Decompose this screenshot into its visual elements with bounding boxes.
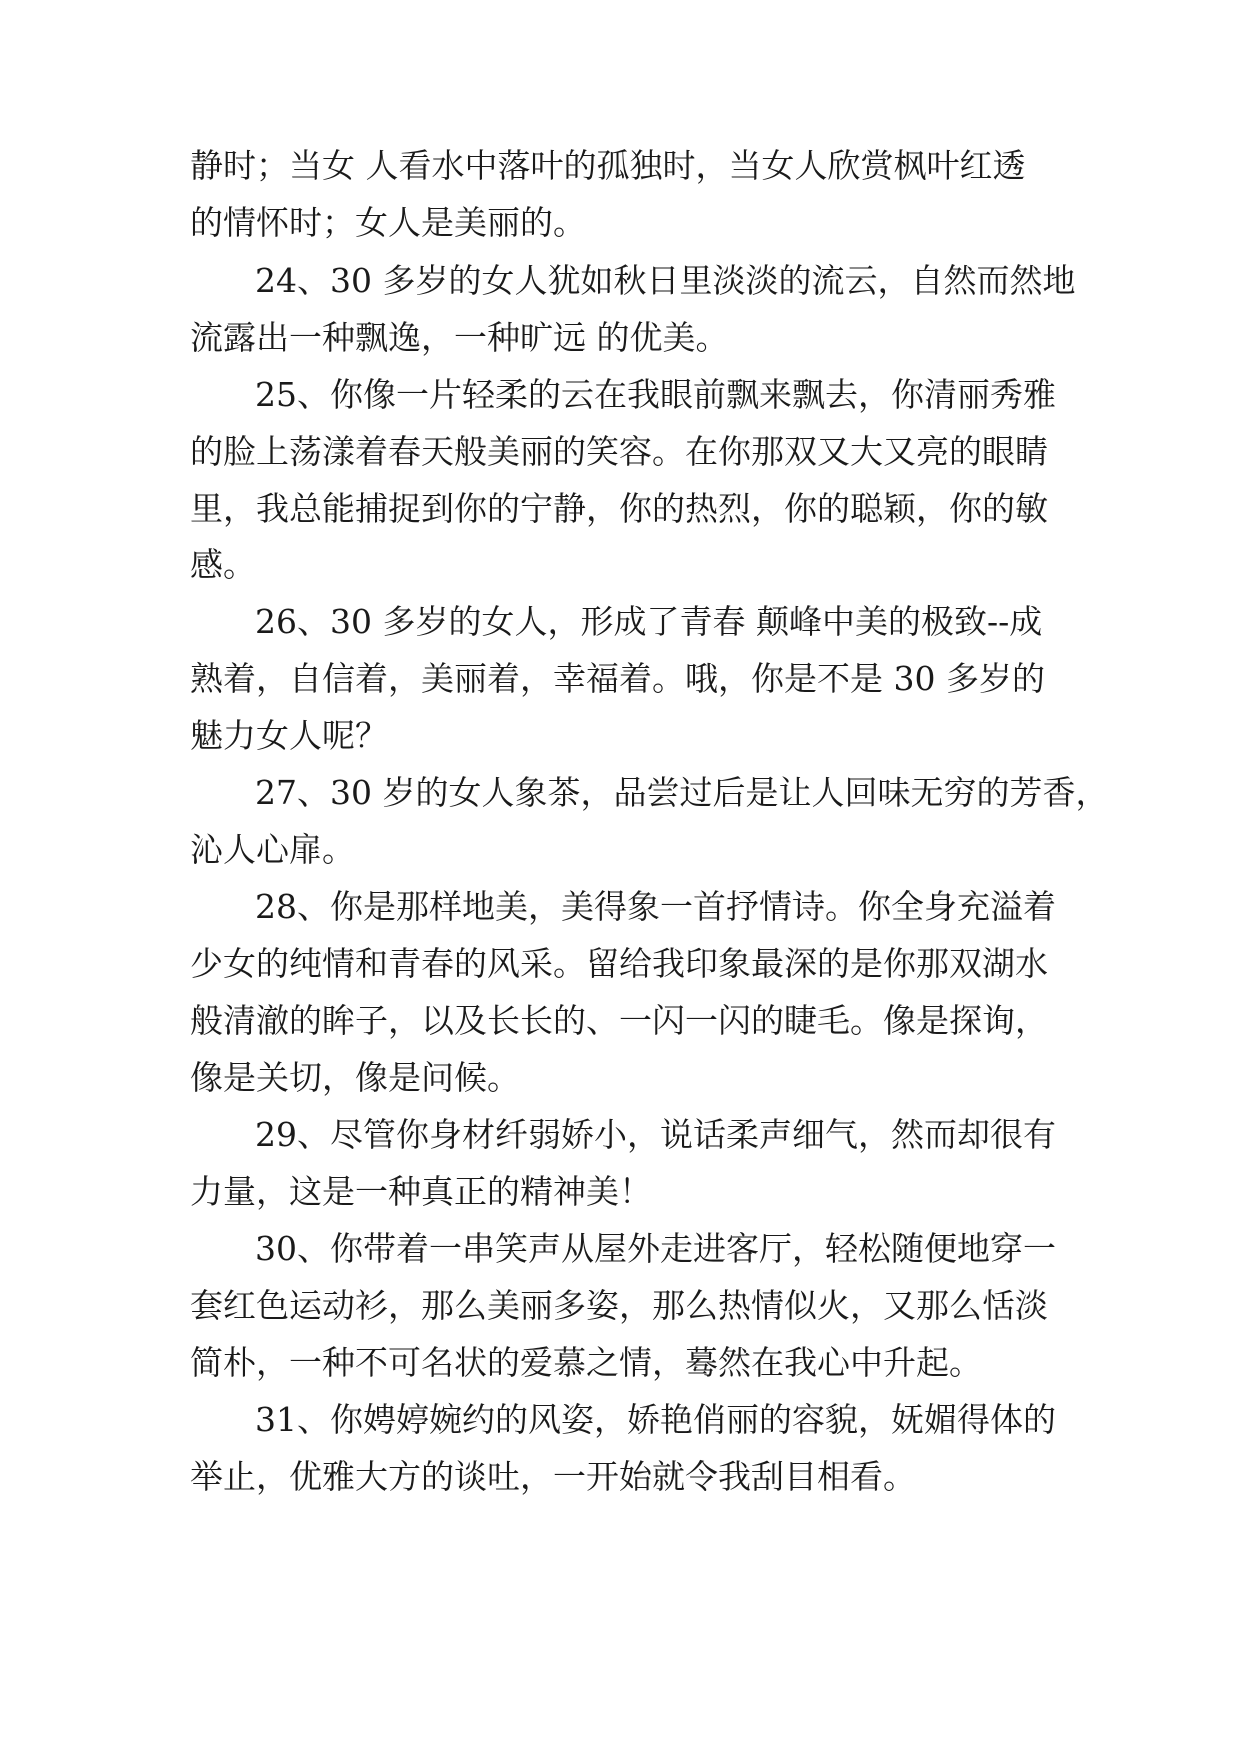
text-line: 感。 (190, 545, 256, 584)
text-line: 力量，这是一种真正的精神美！ (190, 1172, 652, 1211)
text-line: 简朴，一种不可名状的爱慕之情，蓦然在我心中升起。 (190, 1343, 982, 1382)
paragraph-31-line: 31、你娉婷婉约的风姿，娇艳俏丽的容貌，妩媚得体的 (255, 1400, 1056, 1439)
text-line: 的脸上荡漾着春天般美丽的笑容。在你那双又大又亮的眼睛 (190, 432, 1048, 471)
text-line: 里，我总能捕捉到你的宁静，你的热烈，你的聪颖，你的敏 (190, 489, 1048, 528)
text-line: 沁人心扉。 (190, 830, 355, 869)
text-line: 静时；当女 人看水中落叶的孤独时，当女人欣赏枫叶红透 (190, 146, 1026, 185)
paragraph-26-line: 26、30 多岁的女人，形成了青春 颠峰中美的极致--成 (255, 602, 1043, 641)
paragraph-27-line: 27、30 岁的女人象茶，品尝过后是让人回味无穷的芳香， (255, 773, 1109, 812)
text-line: 熟着，自信着，美丽着，幸福着。哦，你是不是 30 多岁的 (190, 659, 1045, 698)
text-line: 般清澈的眸子，以及长长的、一闪一闪的睫毛。像是探询， (190, 1001, 1048, 1040)
text-line: 套红色运动衫，那么美丽多姿，那么热情似火，又那么恬淡 (190, 1286, 1048, 1325)
paragraph-29-line: 29、尽管你身材纤弱娇小，说话柔声细气，然而却很有 (255, 1115, 1056, 1154)
paragraph-28-line: 28、你是那样地美，美得象一首抒情诗。你全身充溢着 (255, 887, 1056, 926)
text-line: 少女的纯情和青春的风采。留给我印象最深的是你那双湖水 (190, 944, 1048, 983)
text-line: 魅力女人呢？ (190, 716, 388, 755)
text-line: 流露出一种飘逸，一种旷远 的优美。 (190, 318, 729, 357)
text-line: 像是关切，像是问候。 (190, 1058, 520, 1097)
paragraph-25-line: 25、你像一片轻柔的云在我眼前飘来飘去，你清丽秀雅 (255, 375, 1056, 414)
text-line: 的情怀时；女人是美丽的。 (190, 203, 586, 242)
paragraph-24-line: 24、30 多岁的女人犹如秋日里淡淡的流云，自然而然地 (255, 261, 1076, 300)
text-line: 举止，优雅大方的谈吐，一开始就令我刮目相看。 (190, 1457, 916, 1496)
paragraph-30-line: 30、你带着一串笑声从屋外走进客厅，轻松随便地穿一 (255, 1229, 1056, 1268)
